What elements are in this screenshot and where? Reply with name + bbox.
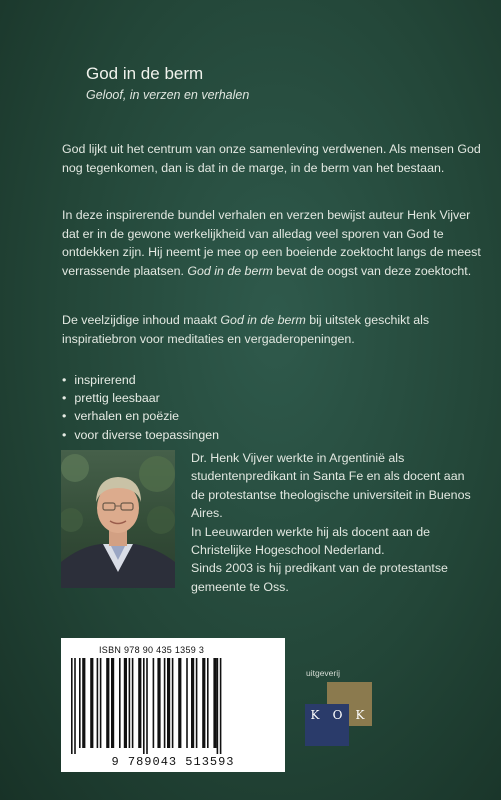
logo-letters [305, 704, 372, 726]
publisher-logo [305, 682, 372, 746]
feature-bullet-list [62, 371, 219, 444]
list-item: • verhalen en poëzie [62, 407, 219, 425]
list-item: • inspirerend [62, 371, 219, 389]
intro-paragraph-3-start: De veelzijdige inhoud maakt [62, 313, 221, 327]
author-bio-line: Sinds 2003 is hij predikant van de protestantse gemeente te Oss. [191, 561, 448, 594]
intro-paragraph-2-end: bevat de oogst van deze zoektocht. [272, 263, 472, 278]
author-bio [191, 449, 481, 596]
publisher-label: uitgeverij [306, 668, 341, 678]
intro-paragraph-2-text: In deze inspirerende bundel verhalen en verzen bewijst auteur Henk Vijver dat er in de gewone werkelijkheid van alledag veel sporen van God te ontdekken zijn. Hij neemt je mee op een boeiende zoektocht langs de meest verrassende plaatsen. [62, 208, 481, 278]
book-subtitle: Geloof, in verzen en verhalen [86, 88, 250, 102]
logo-letter: O [332, 708, 345, 722]
barcode-bars [69, 658, 277, 754]
author-bio-line: In Leeuwarden werkte hij als docent aan de Christelijke Hogeschool Nederland. [191, 524, 431, 558]
author-portrait-image [61, 450, 175, 588]
isbn-barcode [61, 638, 285, 772]
intro-paragraph-2 [62, 206, 482, 280]
logo-letter: K [355, 708, 367, 722]
logo-letter: K [310, 708, 322, 722]
author-bio-line: Dr. Henk Vijver werkte in Argentinië als studentenpredikant in Santa Fe en als docent aan de protestantse theologische universiteit in Buenos Aires. [191, 451, 471, 521]
intro-paragraph-3-end: bij uitstek geschikt als inspiratiebron voor meditaties en vergaderopeningen. [62, 313, 430, 346]
intro-paragraph-1: God lijkt uit het centrum van onze samenleving verdwenen. Als mensen God nog tegenkomen, dan is dat in de marge, in de berm van het bestaan. [62, 142, 481, 175]
list-item: • voor diverse toepassingen [62, 426, 219, 444]
book-title: God in de berm [86, 64, 204, 83]
list-item: • prettig leesbaar [62, 389, 219, 407]
isbn-label: ISBN 978 90 435 1359 3 [99, 645, 205, 655]
ean-digits: 9 789043 513593 [111, 755, 235, 769]
intro-paragraph-3-title-ref: God in de berm [220, 313, 306, 327]
intro-paragraph-2-title-ref: God in de berm [187, 263, 273, 278]
author-photo [61, 450, 175, 588]
intro-paragraph-3 [62, 311, 482, 348]
